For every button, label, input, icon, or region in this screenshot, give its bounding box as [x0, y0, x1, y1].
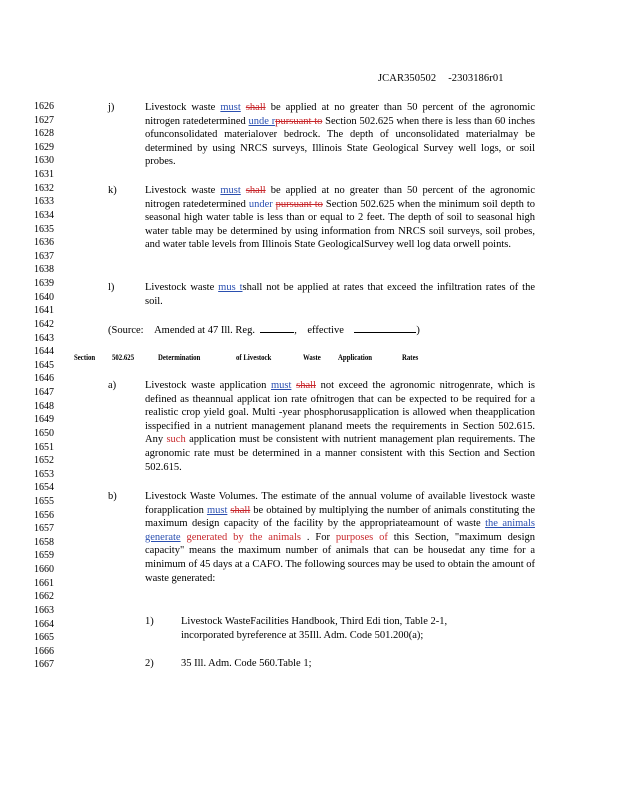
line-number: 1660 — [34, 564, 54, 576]
deleted-text: pursuant to — [275, 115, 323, 127]
marker-j: j) — [108, 102, 115, 113]
marker-l: l) — [108, 282, 115, 293]
section-label: Section — [74, 352, 96, 362]
list-item: Livestock WasteFacilities Handbook, Third Edi tion, Table 2-1, incorporated byreference at 35Ill. Adm. Code 501.200(a); — [181, 616, 448, 641]
inserted-text: under — [248, 198, 273, 210]
marker-k: k) — [108, 185, 117, 196]
line-number: 1630 — [34, 155, 54, 167]
deleted-text: shall — [296, 380, 316, 391]
line-number: 1639 — [34, 278, 54, 290]
highlighted-text: such — [166, 434, 186, 446]
line-number: 1633 — [34, 196, 54, 208]
doc-id: JCAR350502 — [378, 73, 437, 84]
line-number: 1638 — [34, 264, 54, 276]
inserted-text: must — [220, 185, 241, 196]
line-number: 1654 — [34, 482, 54, 494]
line-number: 1634 — [34, 209, 54, 221]
line-number: 1646 — [34, 373, 54, 385]
line-number: 1641 — [34, 305, 54, 317]
line-number: 1637 — [34, 250, 54, 262]
line-number: 1642 — [34, 318, 54, 330]
line-number: 1653 — [34, 468, 54, 480]
list-item-marker: 1) — [145, 616, 154, 627]
line-number: 1635 — [34, 223, 54, 235]
deleted-text: shall — [245, 102, 266, 113]
inserted-text: mus t — [218, 282, 243, 293]
blank-reg-number — [260, 323, 294, 333]
section-title-word: Application — [338, 352, 373, 362]
line-number: 1643 — [34, 332, 54, 344]
line-number: 1652 — [34, 455, 54, 467]
deleted-text: shall — [245, 185, 266, 196]
paragraph-k: Livestock waste must shall be applied at no greater than 50 percent of the agronomic nitrogen ratedetermined under pursuant to Section 502.625 when the minimum soil depth to seasonal high water table is less than or equal to 2 feet. The depth of soil to seasonal high water table may be determined by using information from NRCS soil surveys, soil probes, and water table levels from Illinois State GeologicalSurvey well log data orwell points. — [145, 185, 536, 251]
line-number: 1655 — [34, 495, 54, 507]
line-number: 1631 — [34, 169, 54, 181]
line-number: 1648 — [34, 400, 54, 412]
line-number: 1649 — [34, 414, 54, 426]
section-title-word: Rates — [402, 352, 419, 362]
list-item-marker: 2) — [145, 658, 154, 669]
section-title-word: Determination — [158, 352, 201, 362]
line-number: 1651 — [34, 441, 54, 453]
line-number: 1662 — [34, 591, 54, 603]
line-number: 1628 — [34, 128, 54, 140]
line-number: 1626 — [34, 101, 54, 112]
section-number: 502.625 — [112, 352, 135, 362]
line-number: 1627 — [34, 114, 54, 126]
line-number: 1659 — [34, 550, 54, 562]
deleted-text: shall — [230, 504, 251, 516]
line-number: 1629 — [34, 141, 54, 153]
inserted-text: the animals generate — [145, 518, 535, 543]
paragraph-a: Livestock waste application must shall not exceed the agronomic nitrogenrate, which is defined as theannual applicat ion rate ofnitrogen that can be expected to be required for a realistic crop yield goal. Multi -year phosphorusapplication is allowed when theapplication isspecified in a nutrient management planand meets the requirements in Section 502.615. Any such application must be consistent with nutrient management plan requirements. The agronomic rate must be determined in a manner consistent with this Section and Section 502.615. — [145, 380, 535, 473]
line-number: 1664 — [34, 618, 54, 630]
blank-effective-date — [354, 323, 416, 333]
paragraph-j: Livestock waste must shall be applied at no greater than 50 percent of the agronomic nitrogen ratedetermined unde rpursuant to Section 502.625 when there is less than 60 inches ofunconsolidated materialover bedrock. The depth of unconsolidated materialmay be determined by using NRCS surveys, Illinois State Geological Survey well logs, or soil probes. — [145, 102, 535, 168]
line-number: 1647 — [34, 387, 54, 399]
list-item: 35 Ill. Adm. Code 560.Table 1; — [181, 658, 312, 669]
line-number: 1640 — [34, 291, 54, 303]
line-number: 1650 — [34, 427, 54, 439]
paragraph-b: Livestock Waste Volumes. The estimate of the annual volume of available livestock waste forapplication must shall be obtained by multiplying the number of animals constituting the maximum design capacity of the facility by the appropriateamount of waste the animals generate generated by the animals . For purposes of this Section, "maximum design capacity" means the maximum number of animals that can be housedat any time for a minimum of 45 days at a CAFO. The following sources may be used to obtain the amount of waste generated: — [145, 491, 536, 584]
header-separator: - — [448, 73, 452, 84]
line-number: 1667 — [34, 659, 54, 671]
line-number: 1645 — [34, 359, 54, 371]
page-header — [378, 73, 504, 84]
line-number: 1663 — [34, 604, 54, 616]
paragraph-l: Livestock waste mus tshall not be applied at rates that exceed the infiltration rates of the soil. — [145, 282, 536, 307]
line-number: 1657 — [34, 523, 54, 535]
inserted-text: must — [220, 102, 241, 113]
deleted-text: pursuant to — [275, 198, 323, 210]
line-number: 1656 — [34, 509, 54, 521]
inserted-text: must — [206, 504, 228, 516]
line-number: 1666 — [34, 645, 54, 657]
inserted-text: must — [271, 380, 292, 391]
highlighted-text: generated by the animals — [186, 531, 301, 543]
source-note: (Source: Amended at 47 Ill. Reg. , effective ) — [108, 325, 420, 336]
line-number: 1636 — [34, 237, 54, 249]
marker-b: b) — [108, 491, 117, 502]
line-number: 1632 — [34, 182, 54, 194]
line-number: 1665 — [34, 632, 54, 644]
line-number: 1644 — [34, 346, 54, 358]
section-title-word: Waste — [303, 352, 321, 362]
marker-a: a) — [108, 380, 117, 391]
section-title-word: of Livestock — [236, 352, 272, 362]
line-number: 1658 — [34, 536, 54, 548]
line-number: 1661 — [34, 577, 54, 589]
highlighted-text: purposes of — [335, 531, 388, 543]
inserted-text: unde r — [248, 115, 276, 127]
doc-version: 2303186r01 — [451, 73, 504, 84]
